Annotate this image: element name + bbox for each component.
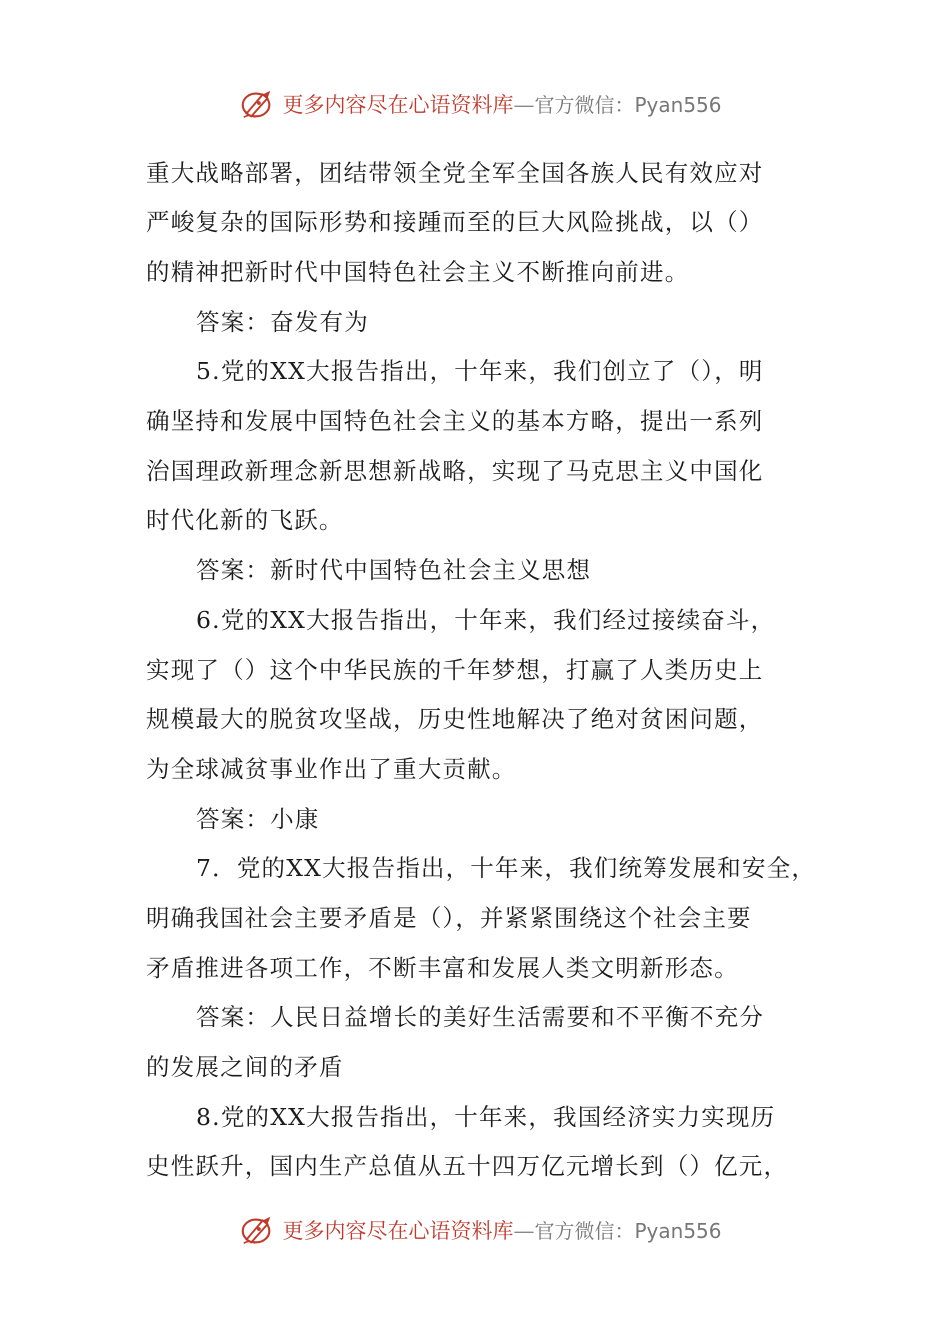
text-line: 严峻复杂的国际形势和接踵而至的巨大风险挑战，以（） <box>146 208 764 236</box>
text-line: 实现了（）这个中华民族的千年梦想，打赢了人类历史上 <box>146 656 764 684</box>
text-line: 治国理政新理念新思想新战略，实现了马克思主义中国化 <box>146 457 764 485</box>
banner-wechat-id: Pyan556 <box>634 93 722 117</box>
text-line: 史性跃升，国内生产总值从五十四万亿元增长到（）亿元， <box>146 1152 789 1180</box>
answer-line: 答案：奋发有为 <box>196 308 369 336</box>
banner-dash: — <box>513 1219 535 1243</box>
pen-nib-circle-icon <box>238 85 276 123</box>
banner-main-text: 更多内容尽在心语资料库 <box>282 93 514 117</box>
answer-line: 答案：新时代中国特色社会主义思想 <box>196 556 592 584</box>
answer-line: 答案：人民日益增长的美好生活需要和不平衡不充分 <box>196 1003 765 1031</box>
footer-banner <box>0 1208 950 1252</box>
question-line: 7．党的XX大报告指出，十年来，我们统筹发展和安全， <box>196 854 817 882</box>
text-line: 的精神把新时代中国特色社会主义不断推向前进。 <box>146 258 690 286</box>
text-line: 确坚持和发展中国特色社会主义的基本方略，提出一系列 <box>146 407 764 435</box>
banner-main-text: 更多内容尽在心语资料库 <box>282 1219 514 1243</box>
text-line: 为全球减贫事业作出了重大贡献。 <box>146 755 517 783</box>
header-banner <box>0 82 950 126</box>
text-line: 规模最大的脱贫攻坚战，历史性地解决了绝对贫困问题， <box>146 705 764 733</box>
banner-wechat-label: 官方微信： <box>534 1219 635 1243</box>
text-line: 重大战略部署，团结带领全党全军全国各族人民有效应对 <box>146 159 764 187</box>
text-line: 的发展之间的矛盾 <box>146 1053 344 1081</box>
banner-inner <box>238 1211 721 1249</box>
question-line: 5.党的XX大报告指出，十年来，我们创立了（），明 <box>196 357 764 385</box>
banner-wechat-label: 官方微信： <box>534 93 635 117</box>
question-line: 8.党的XX大报告指出，十年来，我国经济实力实现历 <box>196 1103 776 1131</box>
pen-nib-circle-icon <box>238 1211 276 1249</box>
text-line: 时代化新的飞跃。 <box>146 506 344 534</box>
question-line: 6.党的XX大报告指出，十年来，我们经过接续奋斗， <box>196 606 776 634</box>
banner-text <box>282 1215 721 1245</box>
banner-text <box>282 89 721 119</box>
text-line: 明确我国社会主要矛盾是（），并紧紧围绕这个社会主要 <box>146 904 752 932</box>
banner-wechat-id: Pyan556 <box>634 1219 722 1243</box>
text-line: 矛盾推进各项工作，不断丰富和发展人类文明新形态。 <box>146 954 739 982</box>
banner-inner <box>238 85 721 123</box>
answer-line: 答案：小康 <box>196 805 320 833</box>
banner-dash: — <box>513 93 535 117</box>
